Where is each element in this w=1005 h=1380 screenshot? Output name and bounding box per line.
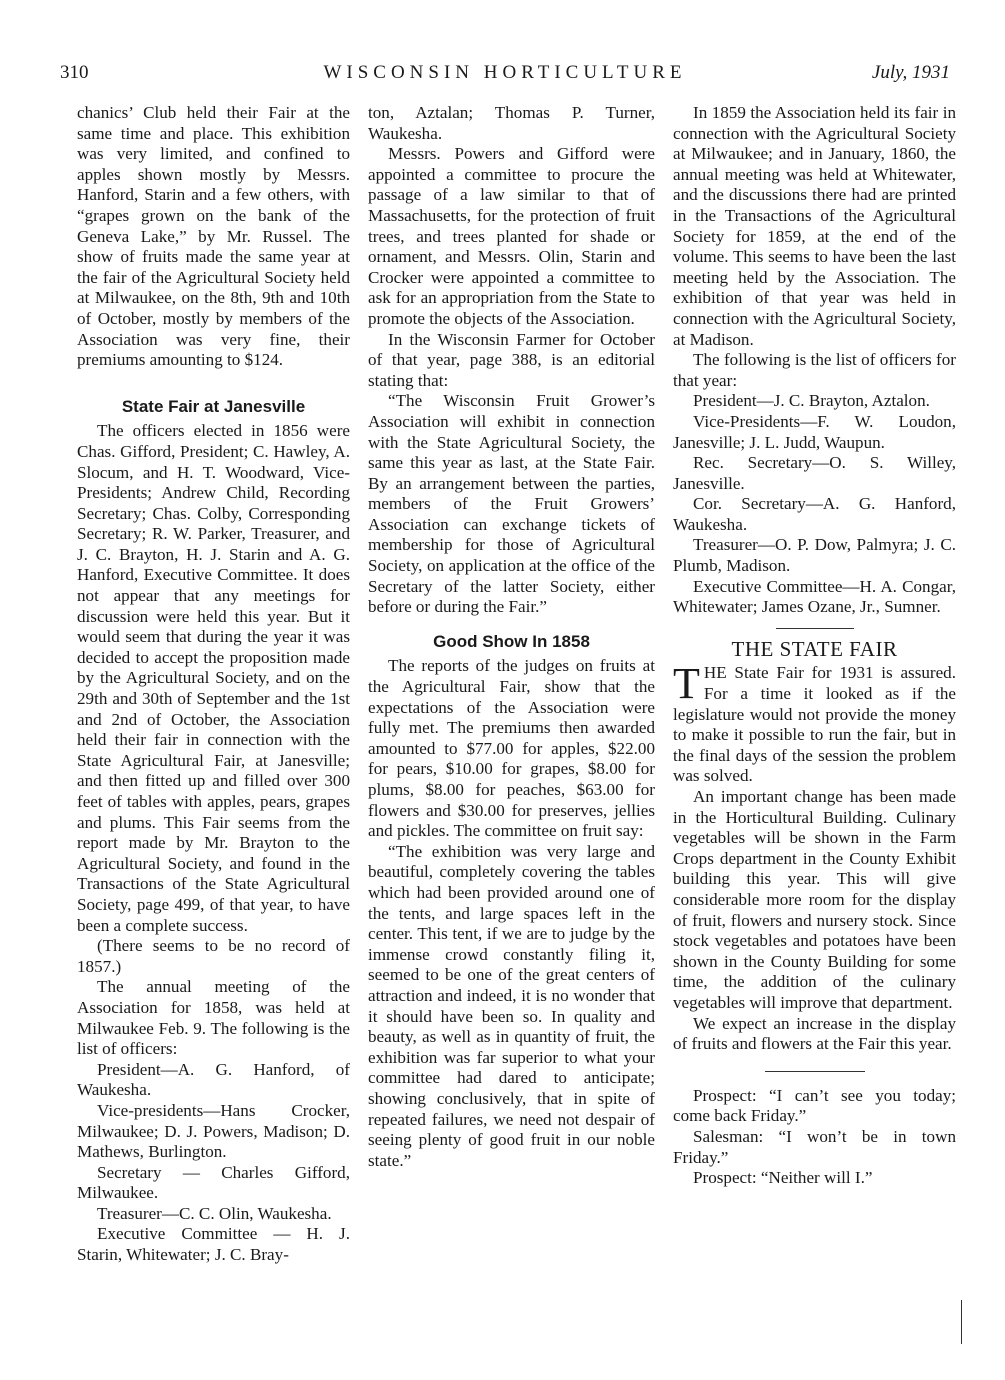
paragraph: ton, Aztalan; Thomas P. Turner, Waukesha.: [368, 103, 655, 143]
issue-date: July, 1931: [871, 62, 950, 83]
divider: [776, 628, 854, 629]
paragraph: Prospect: “Neither will I.”: [693, 1168, 873, 1188]
section-heading-janesville: State Fair at Janesville: [121, 396, 306, 416]
paragraph: Salesman: “I won’t be in town Friday.”: [673, 1126, 956, 1167]
page-header: [60, 62, 950, 92]
paragraph: The reports of the judges on fruits at the Agricultural Fair, show that the expectations of the Association were fully met. The premiums then awarded amounted to $77.00 for apples, $22.00 for pears, $10.00 for grapes, $8.00 for plums, $8.00 for peaches, $63.00 for flowers and $30.00 for preserves, jellies and pickles. The committee on fruit say:: [368, 656, 655, 841]
paragraph-text: HE State Fair for 1931 is assured. For a time it looked as if the legislature would not provide the money to make it possible to run the fair, but in the final days of the session the problem was solved.: [673, 663, 956, 786]
paragraph: Executive Committee—H. A. Congar, Whitewater; James Ozane, Jr., Sumner.: [673, 576, 956, 617]
margin-rule: [961, 1300, 962, 1344]
paragraph: Prospect: “I can’t see you today; come back Friday.”: [673, 1085, 956, 1126]
paragraph: The following is the list of officers for that year:: [673, 350, 956, 390]
paragraph: Cor. Secretary—A. G. Hanford, Waukesha.: [673, 494, 956, 534]
paragraph: [673, 659, 956, 787]
paragraph: Messrs. Powers and Gifford were appointed a committee to procure the passage of a law similar to that of Massachusetts, for the protection of fruit trees, and trees planted for shade or ornament, and Messrs. Olin, Starin and Crocker were appointed a committee to ask for an appropriation from the State to promote the objects of the Association.: [368, 144, 655, 328]
page-number: 310: [60, 62, 89, 83]
paragraph: Rec. Secretary—O. S. Willey, Janesville.: [673, 453, 956, 493]
paragraph: Secretary — Charles Gifford, Milwaukee.: [77, 1162, 350, 1203]
paragraph: Vice-Presidents—F. W. Loudon, Janesville; J. L. Judd, Waupun.: [673, 411, 956, 452]
paragraph: Treasurer—C. C. Olin, Waukesha.: [97, 1203, 332, 1223]
column-3: [673, 103, 956, 1189]
paragraph: “The exhibition was very large and beautiful, completely covering the tables which had been provided around one of the tents, and large spaces left in the center. This tent, if we are to judge by the immense crowd constantly filing it, seemed to be one of the great centers of attraction and indeed, it is no wonder that it should have been so. In quality and beauty, as well as in quantity of fruit, the exhibition was far superior to what your committee had dared to anticipate; showing conclusively, that in spite of repeated failures, we need not despair of seeing plenty of good fruit in our noble state.”: [368, 841, 655, 1170]
paragraph: In the Wisconsin Farmer for October of that year, page 388, is an editorial stating that:: [368, 329, 655, 390]
divider: [765, 1071, 865, 1072]
column-2: [368, 103, 655, 1171]
paragraph: chanics’ Club held their Fair at the same time and place. This exhibition was very limited, and confined to apples shown mostly by Messrs. Hanford, Starin and a few others, with “grapes grown on the bank of the Geneva Lake,” by Mr. Russel. The show of fruits made the same year at the fair of the Agricultural Society held at Milwaukee, on the 8th, 9th and 10th of October, mostly by members of the Association was very fine, their premiums amounting to $124.: [77, 103, 350, 370]
journal-title: WISCONSIN HORTICULTURE: [323, 62, 687, 83]
paragraph: We expect an increase in the display of fruits and flowers at the Fair this year.: [673, 1013, 956, 1054]
paragraph: Executive Committee — H. J. Starin, Whitewater; J. C. Bray-: [77, 1224, 350, 1265]
paragraph: In 1859 the Association held its fair in connection with the Agricultural Society at Milwaukee; and in January, 1860, the annual meeting was held at Whitewater, and the discussions there had are printed in the Transactions of the Agricultural Society for 1859, at the end of the volume. This seems to have been the last meeting held by the Association. The exhibition of that year was held in connection with the Agricultural Society, at Madison.: [673, 103, 956, 349]
section-heading-state-fair: THE STATE FAIR: [731, 636, 898, 661]
paragraph: (There seems to be no record of 1857.): [77, 936, 350, 976]
paragraph: An important change has been made in the Horticultural Building. Culinary vegetables will be shown in the Farm Crops department in the County Exhibit building this year. This will give considerable more room for the display of fruit, flowers and nursery stock. Since stock vegetables and potatoes have been shown in the County Building for some time, the addition of the culinary vegetables will improve that department.: [673, 787, 956, 1012]
drop-cap: T: [673, 659, 700, 709]
column-1: [77, 103, 350, 1266]
paragraph: President—J. C. Brayton, Aztalon.: [693, 391, 930, 411]
paragraph: “The Wisconsin Fruit Grower’s Association will exhibit in connection with the State Agricultural Society, the same this year as last, at the State Fair. By an arrangement between the parties, members of the Fruit Growers’ Association can exchange tickets of membership for those of Agricultural Society, on application at the office of the Secretary of the latter Society, either before or during the Fair.”: [368, 391, 655, 617]
section-heading-good-show: Good Show In 1858: [433, 631, 590, 651]
paragraph: The officers elected in 1856 were Chas. Gifford, President; C. Hawley, A. Slocum, and H. T. Woodward, Vice-Presidents; Andrew Child, Recording Secretary; Chas. Colby, Corresponding Secretary; R. W. Parker, Treasurer, and J. C. Brayton, H. J. Starin and A. G. Hanford, Executive Committee. It does not appear that any meetings for discussion were held this year. But it would seem that during the year it was decided to accept the proposition made by the Agricultural Society, and on the 29th and 30th of September and the 1st and 2nd of October, the Association held their fair in connection with the State Agricultural Fair, at Janesville; and then fitted up and filled over 300 feet of tables with apples, pears, grapes and plums. This Fair seems from the report made by Mr. Brayton to the Agricultural Society, and found in the Transactions of the State Agricultural Society, page 499, of that year, to have been a complete success.: [77, 421, 350, 935]
paragraph: Vice-presidents—Hans Crocker, Milwaukee; D. J. Powers, Madison; D. Mathews, Burlington.: [77, 1100, 350, 1162]
paragraph: The annual meeting of the Association for 1858, was held at Milwaukee Feb. 9. The following is the list of officers:: [77, 977, 350, 1059]
paragraph: President—A. G. Hanford, of Waukesha.: [77, 1059, 350, 1100]
paragraph: Treasurer—O. P. Dow, Palmyra; J. C. Plumb, Madison.: [673, 535, 956, 576]
